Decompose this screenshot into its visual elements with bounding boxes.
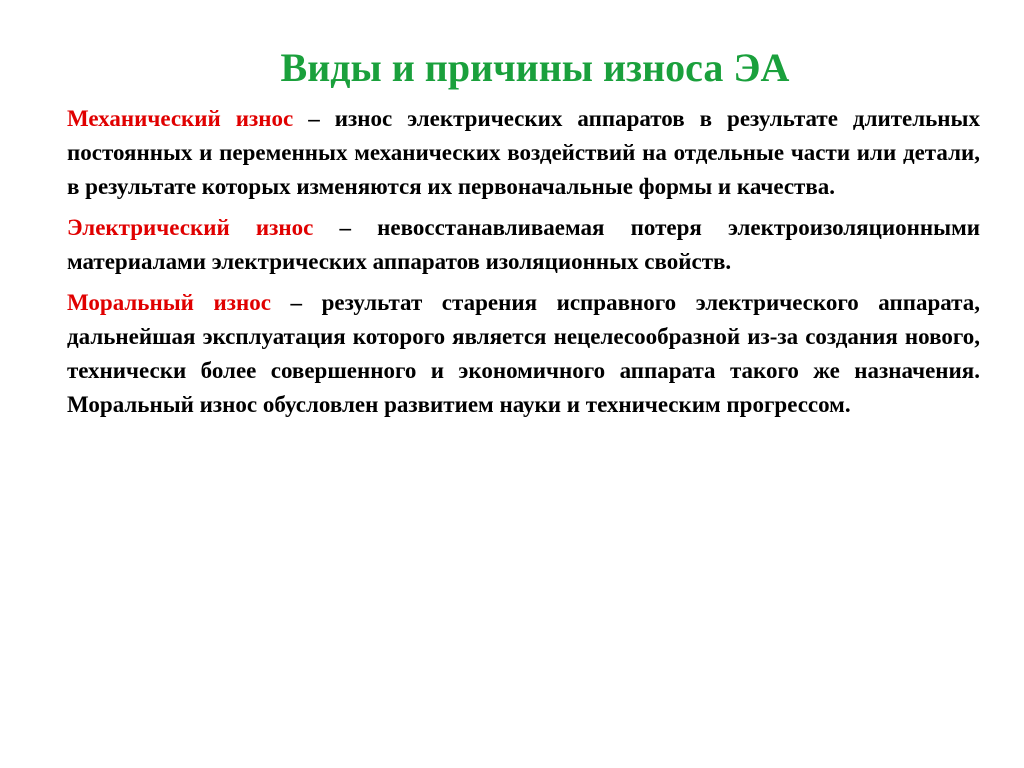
paragraph-electrical-wear: [67, 211, 980, 279]
slide-body: [67, 102, 980, 429]
term-electrical-wear: Электрический износ: [67, 215, 314, 240]
definition-mechanical-wear: – износ электрических аппаратов в результате длительных постоянных и переменных механических воздействий на отдельные части или детали, в результате которых изменяются их первоначальные формы и качества.: [67, 106, 981, 199]
definition-moral-wear: – результат старения исправного электрического аппарата, дальнейшая эксплуатация которого является нецелесообразной из-за создания нового, технически более совершенного и экономичного аппарата такого же назначения. Моральный износ обусловлен развитием науки и техническим прогрессом.: [67, 290, 980, 417]
paragraph-moral-wear: [67, 286, 980, 422]
paragraph-mechanical-wear: [67, 102, 980, 204]
term-moral-wear: Моральный износ: [67, 290, 271, 315]
slide-title: Виды и причины износа ЭА: [280, 45, 790, 90]
definition-electrical-wear: – невосстанавливаемая потеря электроизоляционными материалами электрических аппаратов изоляционных свойств.: [67, 215, 981, 274]
term-mechanical-wear: Механический износ: [67, 106, 294, 131]
